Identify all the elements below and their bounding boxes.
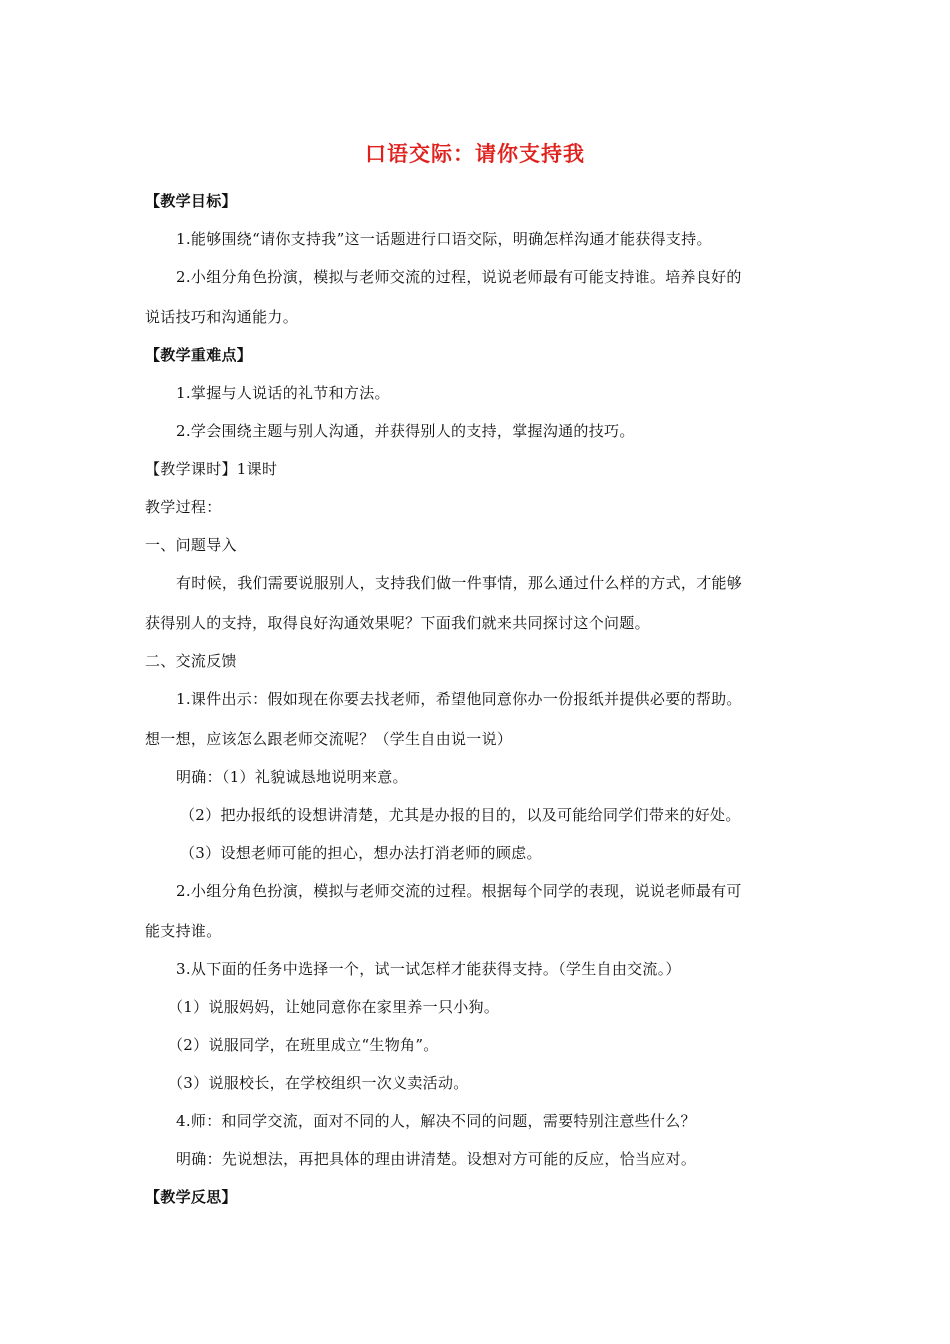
teaching-process-label: 教学过程：	[145, 498, 222, 516]
section-2-item-1-line-1: 1.课件出示：假如现在你要去找老师，希望他同意你办一份报纸并提供必要的帮助。	[176, 690, 742, 708]
key-point-2: 2.学会围绕主题与别人沟通，并获得别人的支持，掌握沟通的技巧。	[176, 422, 635, 440]
section-2-item-4-clarify: 明确：先说想法，再把具体的理由讲清楚。设想对方可能的反应，恰当应对。	[176, 1150, 697, 1168]
section-2-item-4: 4.师：和同学交流，面对不同的人，解决不同的问题，需要特别注意些什么？	[176, 1112, 696, 1130]
teaching-hours: 【教学课时】1课时	[145, 460, 278, 478]
heading-teaching-goals: 【教学目标】	[145, 192, 237, 210]
key-point-1: 1.掌握与人说话的礼节和方法。	[176, 384, 390, 402]
heading-reflection: 【教学反思】	[145, 1188, 237, 1206]
section-1-paragraph-line-1: 有时候，我们需要说服别人，支持我们做一件事情，那么通过什么样的方式，才能够	[176, 574, 743, 592]
clarify-3: （3）设想老师可能的担心，想办法打消老师的顾虑。	[180, 844, 542, 862]
task-1: （1）说服妈妈，让她同意你在家里养一只小狗。	[168, 998, 500, 1016]
section-2-item-2-line-2: 能支持谁。	[145, 922, 222, 940]
heading-key-points: 【教学重难点】	[145, 346, 253, 364]
section-2-item-2-line-1: 2.小组分角色扮演，模拟与老师交流的过程。根据每个同学的表现，说说老师最有可	[176, 882, 742, 900]
goal-1: 1.能够围绕“请你支持我”这一话题进行口语交际，明确怎样沟通才能获得支持。	[176, 230, 712, 248]
clarify-1: 明确：（1）礼貌诚恳地说明来意。	[176, 768, 408, 786]
task-3: （3）说服校长，在学校组织一次义卖活动。	[168, 1074, 469, 1092]
section-1-paragraph-line-2: 获得别人的支持，取得良好沟通效果呢？下面我们就来共同探讨这个问题。	[145, 614, 650, 632]
goal-2-line-2: 说话技巧和沟通能力。	[145, 308, 299, 326]
section-2-item-1-line-2: 想一想，应该怎么跟老师交流呢？（学生自由说一说）	[145, 730, 513, 748]
clarify-2: （2）把办报纸的设想讲清楚，尤其是办报的目的，以及可能给同学们带来的好处。	[180, 806, 741, 824]
task-2: （2）说服同学，在班里成立“生物角”。	[168, 1036, 439, 1054]
document-title: 口语交际：请你支持我	[365, 141, 585, 166]
section-2-heading: 二、交流反馈	[145, 652, 237, 670]
section-1-heading: 一、问题导入	[145, 536, 237, 554]
section-2-item-3: 3.从下面的任务中选择一个，试一试怎样才能获得支持。（学生自由交流。）	[176, 960, 681, 978]
goal-2-line-1: 2.小组分角色扮演，模拟与老师交流的过程，说说老师最有可能支持谁。培养良好的	[176, 268, 742, 286]
